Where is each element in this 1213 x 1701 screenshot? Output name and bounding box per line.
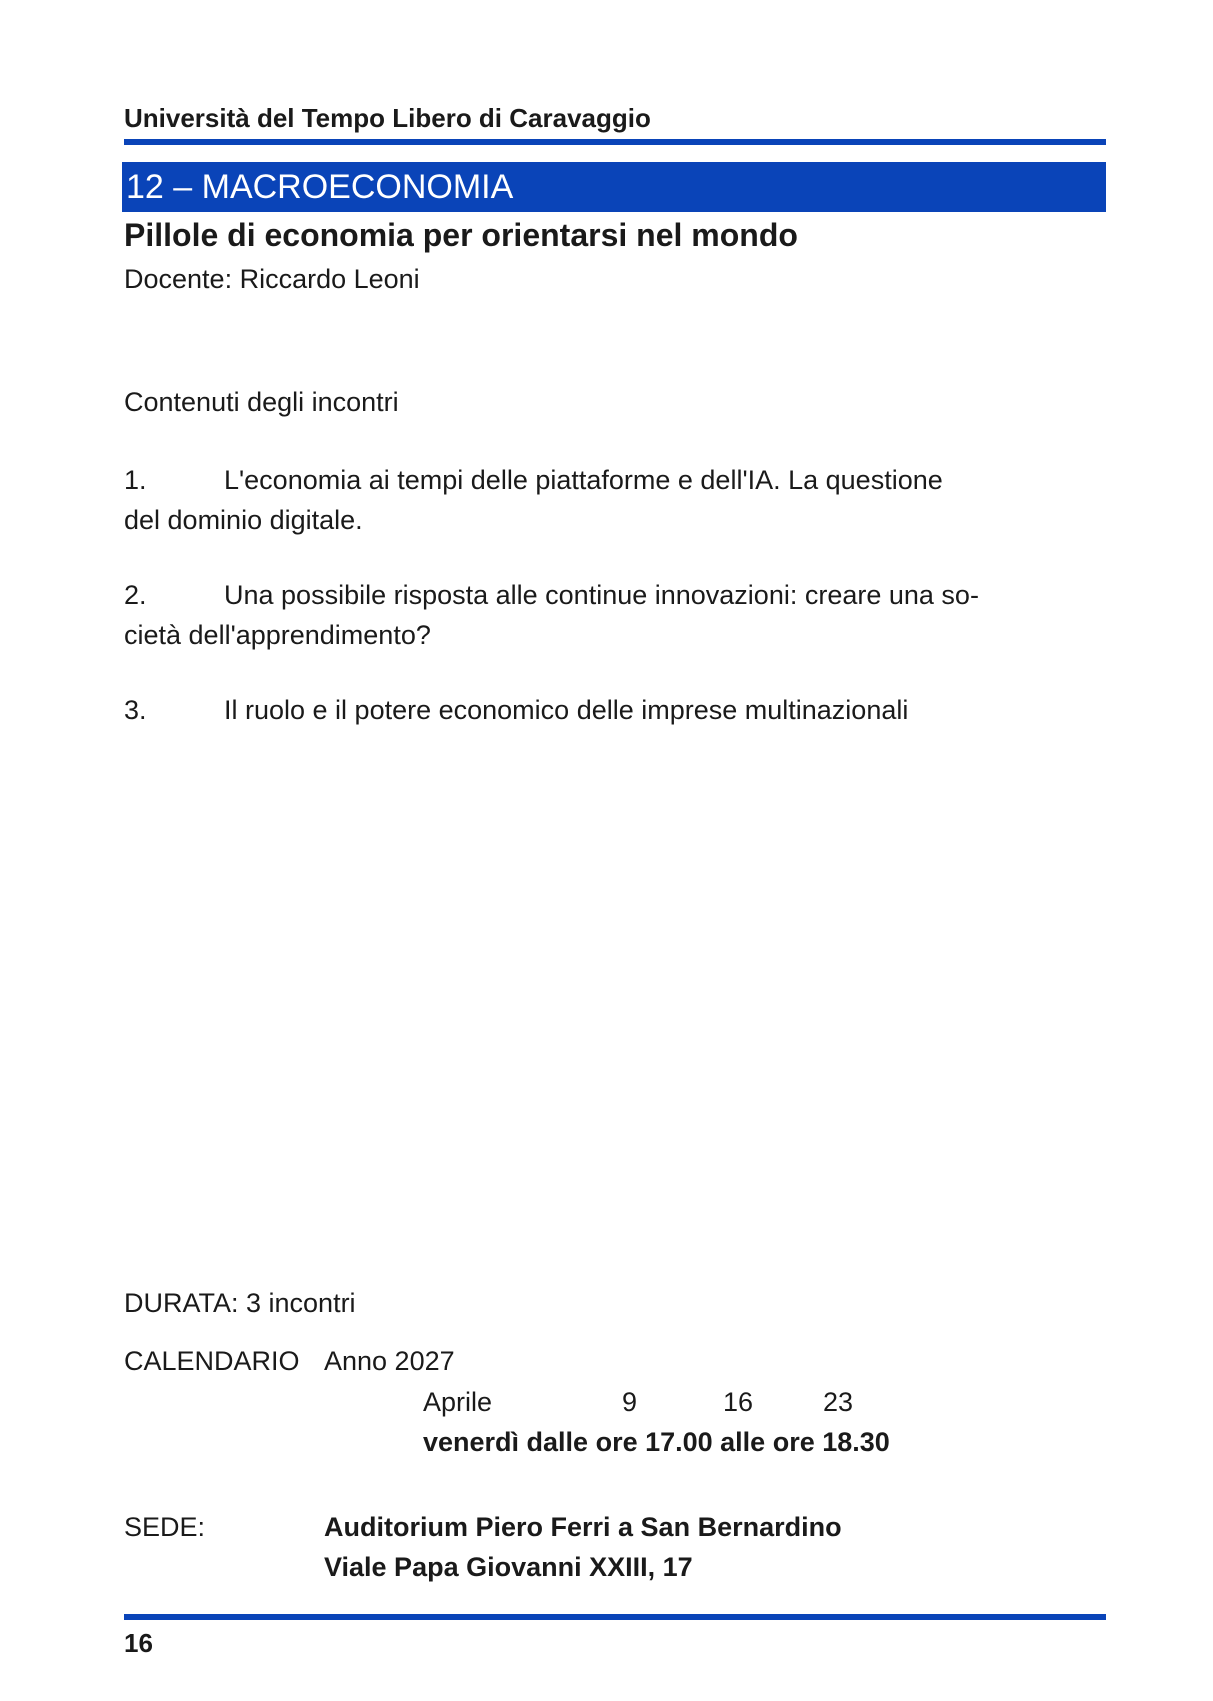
list-item-number: 1.: [124, 465, 147, 495]
list-item-continuation: del dominio digitale.: [124, 505, 363, 535]
venue-address: Viale Papa Giovanni XXIII, 17: [324, 1552, 693, 1582]
list-item: [124, 575, 1084, 655]
course-teacher: Docente: Riccardo Leoni: [124, 264, 420, 294]
calendar-day: 16: [723, 1387, 754, 1417]
list-item: [124, 460, 1084, 540]
list-item-text: Il ruolo e il potere economico delle imprese multinazionali: [224, 695, 909, 725]
list-item-number: 3.: [124, 695, 147, 725]
calendar-label: CALENDARIO: [124, 1346, 300, 1376]
list-item-text: Una possibile risposta alle continue innovazioni: creare una so-: [224, 580, 979, 610]
list-item-number: 2.: [124, 580, 147, 610]
footer-rule: [124, 1614, 1106, 1620]
course-title: 12 – MACROECONOMIA: [126, 168, 514, 206]
header-rule: [124, 139, 1106, 145]
calendar-month: Aprile: [423, 1387, 493, 1417]
organization-name: Università del Tempo Libero di Caravaggio: [124, 103, 651, 133]
calendar-year: Anno 2027: [324, 1346, 455, 1376]
course-title-banner: [122, 162, 1106, 212]
list-item-continuation: cietà dell'apprendimento?: [124, 620, 431, 650]
contents-heading: Contenuti degli incontri: [124, 387, 399, 417]
calendar-day: 23: [823, 1387, 854, 1417]
calendar-time: venerdì dalle ore 17.00 alle ore 18.30: [423, 1427, 890, 1457]
calendar-day: 9: [622, 1387, 638, 1417]
venue-name: Auditorium Piero Ferri a San Bernardino: [324, 1512, 842, 1542]
list-item-text: L'economia ai tempi delle piattaforme e dell'IA. La questione: [224, 465, 943, 495]
venue-label: SEDE:: [124, 1512, 206, 1542]
course-duration: DURATA: 3 incontri: [124, 1288, 356, 1318]
list-item: [124, 690, 1084, 730]
course-subtitle: Pillole di economia per orientarsi nel mondo: [124, 217, 798, 253]
page-number: 16: [124, 1628, 153, 1658]
